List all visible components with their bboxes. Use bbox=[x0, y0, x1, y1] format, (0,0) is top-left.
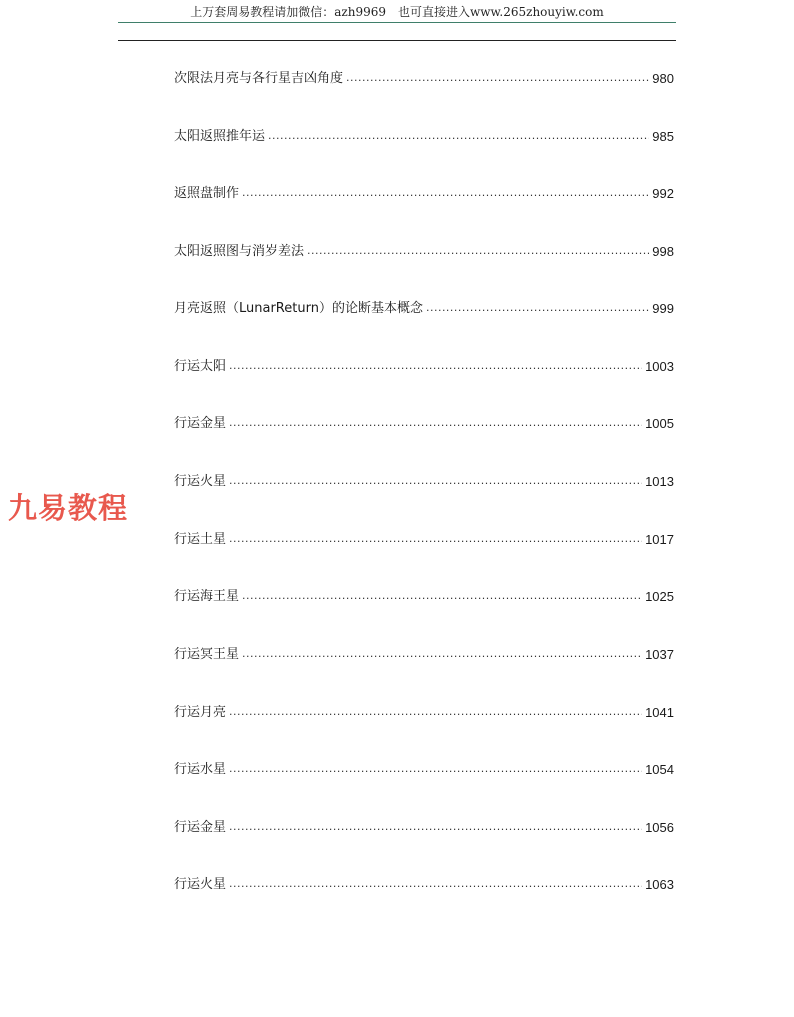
toc-entry-title: 行运水星 bbox=[174, 762, 227, 777]
toc-entry-title: 行运海王星 bbox=[174, 589, 240, 604]
toc-entry-title: 行运金星 bbox=[174, 416, 227, 431]
toc-entry-title: 月亮返照（LunarReturn）的论断基本概念 bbox=[174, 301, 423, 316]
toc-dot-leader bbox=[242, 185, 649, 201]
toc-dot-leader bbox=[242, 588, 642, 604]
toc-entry[interactable] bbox=[174, 356, 674, 376]
toc-entry[interactable] bbox=[174, 413, 674, 433]
toc-entry[interactable] bbox=[174, 241, 674, 261]
toc-entry[interactable] bbox=[174, 759, 674, 779]
toc-entry[interactable] bbox=[174, 126, 674, 146]
toc-entry-title: 行运冥王星 bbox=[174, 647, 240, 662]
toc-entry-title: 行运火星 bbox=[174, 877, 227, 892]
toc-entry-title: 行运金星 bbox=[174, 820, 227, 835]
toc-entry-title: 行运太阳 bbox=[174, 359, 227, 374]
toc-dot-leader bbox=[229, 531, 642, 547]
toc-entry[interactable] bbox=[174, 529, 674, 549]
toc-entry[interactable] bbox=[174, 68, 674, 88]
toc-entry-page: 992 bbox=[652, 186, 674, 201]
toc-entry-page: 1005 bbox=[645, 416, 674, 431]
toc-entry-title: 行运土星 bbox=[174, 532, 227, 547]
toc-dot-leader bbox=[229, 415, 642, 431]
toc-entry-title: 次限法月亮与各行星吉凶角度 bbox=[174, 71, 344, 86]
toc-entry-page: 1063 bbox=[645, 877, 674, 892]
toc-entry-title: 太阳返照推年运 bbox=[174, 129, 266, 144]
toc-entry-title: 行运月亮 bbox=[174, 705, 227, 720]
toc-entry-page: 1003 bbox=[645, 359, 674, 374]
toc-entry-page: 1056 bbox=[645, 820, 674, 835]
toc-entry-page: 999 bbox=[652, 301, 674, 316]
toc-entry-page: 980 bbox=[652, 71, 674, 86]
toc-dot-leader bbox=[229, 761, 642, 777]
toc-dot-leader bbox=[229, 819, 642, 835]
toc-entry-page: 998 bbox=[652, 244, 674, 259]
toc-dot-leader bbox=[426, 300, 649, 316]
toc-entry[interactable] bbox=[174, 586, 674, 606]
toc-entry[interactable] bbox=[174, 471, 674, 491]
toc-entry-title: 返照盘制作 bbox=[174, 186, 240, 201]
toc-dot-leader bbox=[242, 646, 642, 662]
toc-entry-page: 1017 bbox=[645, 532, 674, 547]
toc-entry-page: 1054 bbox=[645, 762, 674, 777]
toc-entry-page: 1013 bbox=[645, 474, 674, 489]
toc-entry-page: 1037 bbox=[645, 647, 674, 662]
toc-entry-page: 1025 bbox=[645, 589, 674, 604]
toc-entry-page: 985 bbox=[652, 129, 674, 144]
toc-dot-leader bbox=[229, 473, 642, 489]
toc-dot-leader bbox=[229, 704, 642, 720]
toc-entry[interactable] bbox=[174, 644, 674, 664]
toc-dot-leader bbox=[307, 243, 649, 259]
page-header-banner: 上万套周易教程请加微信：azh9969 也可直接进入www.265zhouyiw.com bbox=[190, 5, 604, 19]
toc-dot-leader bbox=[229, 358, 642, 374]
toc-entry[interactable] bbox=[174, 817, 674, 837]
brand-watermark-logo: 九易教程 bbox=[8, 491, 129, 525]
toc-entry[interactable] bbox=[174, 298, 674, 318]
toc-dot-leader bbox=[346, 70, 649, 86]
toc-entry-title: 行运火星 bbox=[174, 474, 227, 489]
toc-entry[interactable] bbox=[174, 702, 674, 722]
toc-entry-page: 1041 bbox=[645, 705, 674, 720]
toc-entry-title: 太阳返照图与消岁差法 bbox=[174, 244, 305, 259]
toc-dot-leader bbox=[229, 876, 642, 892]
toc-dot-leader bbox=[268, 128, 649, 144]
toc-entry[interactable] bbox=[174, 874, 674, 894]
toc-entry[interactable] bbox=[174, 183, 674, 203]
